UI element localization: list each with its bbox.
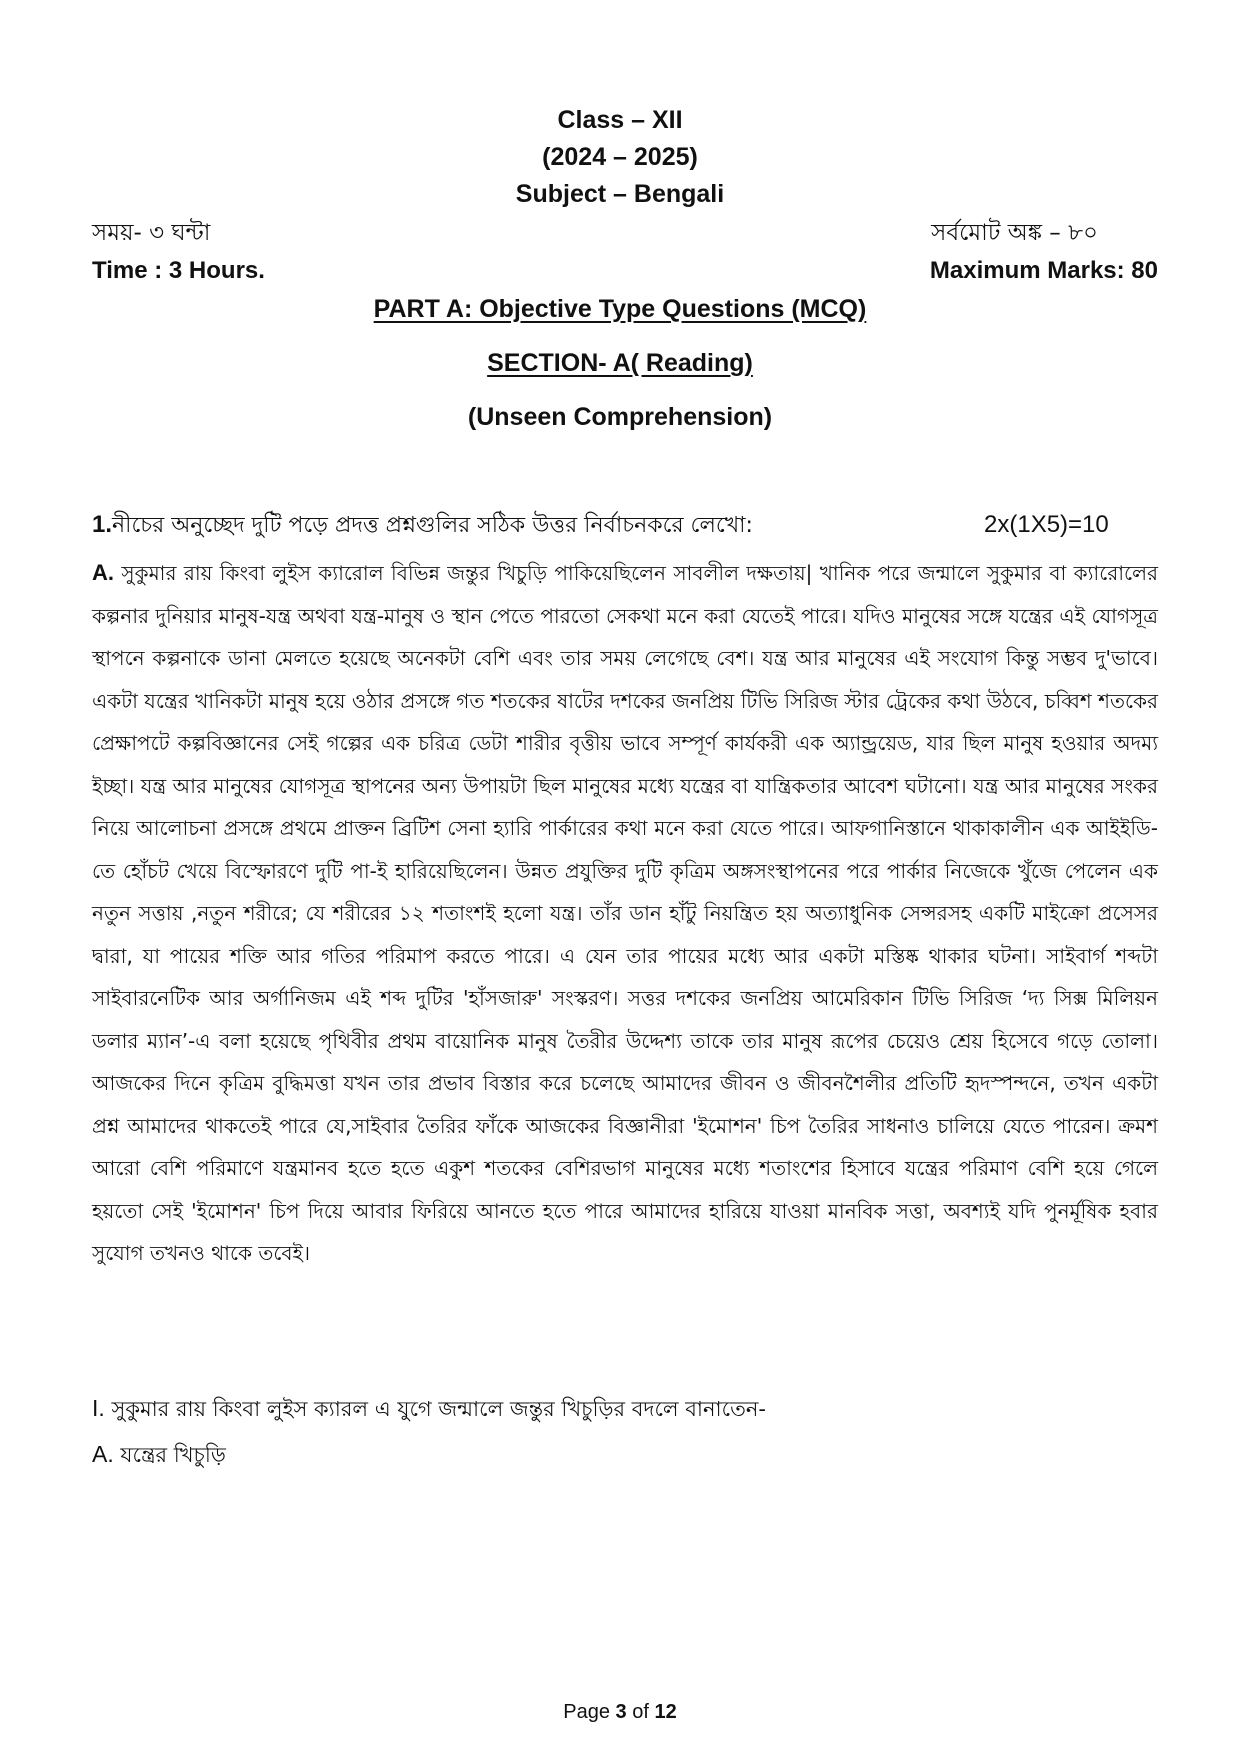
meta-row-bengali <box>92 218 1158 250</box>
page-total: 12 <box>654 1701 677 1723</box>
class-heading: Class – XII <box>557 106 683 134</box>
page-of: of <box>626 1701 655 1723</box>
marks-english: Maximum Marks: 80 <box>929 257 1158 284</box>
subject-heading: Subject – Bengali <box>515 180 725 208</box>
time-bengali: সময়- ৩ ঘন্টা <box>92 220 211 246</box>
page-current: 3 <box>615 1701 627 1723</box>
question-1-instruction <box>92 507 1158 543</box>
option-a-letter: A. <box>92 1441 114 1467</box>
year-heading: (2024 – 2025) <box>542 143 698 171</box>
section-subtitle: (Unseen Comprehension) <box>467 403 773 431</box>
section-title: SECTION- A( Reading) <box>487 349 753 377</box>
question-text: নীচের অনুচ্ছেদ দুটি পড়ে প্রদত্ত প্রশ্নগুলির সঠিক উত্তর নির্বাচনকরে লেখো: <box>112 513 753 538</box>
meta-row-english <box>92 256 1158 288</box>
page-word: Page <box>563 1701 616 1723</box>
comprehension-passage <box>92 552 1158 1275</box>
question-number: 1. <box>92 511 113 538</box>
passage-label: A. <box>92 560 114 585</box>
option-a-text: যন্ত্রের খিচুড়ি <box>113 1443 226 1467</box>
passage-text: সুকুমার রায় কিংবা লুইস ক্যারোল বিভিন্ন জন্তুর খিচুড়ি পাকিয়েছিলেন সাবলীল দক্ষতায়| খানিক পরে জন্মালে সুকুমার বা ক্যারোলের কল্পনার দুনিয়ার মানুষ-যন্ত্র অথবা যন্ত্র-মানুষ ও স্থান পেতে পারতো সেকথা মনে করা যেতেই পারে। যদিও মানুষের সঙ্গে যন্ত্রের এই যোগসূত্র স্থাপনে কল্পনাকে ডানা মেলতে হয়েছে অনেকটা বেশি এবং তার সময় লেগেছে বেশ। যন্ত্র আর মানুষের এই সংযোগ কিন্তু সম্ভব দু'ভাবে। একটা যন্ত্রের খানিকটা মানুষ হয়ে ওঠার প্রসঙ্গে গত শতকের ষাটের দশকের জনপ্রিয় টিভি সিরিজ স্টার ট্রেকের কথা উঠবে, চব্বিশ শতকের প্রেক্ষাপটে কল্পবিজ্ঞানের সেই গল্পের এক চরিত্র ডেটা শারীর বৃত্তীয় ভাবে সম্পূর্ণ কার্যকরী এক অ্যান্ড্রয়েড, যার ছিল মানুষ হওয়ার অদম্য ইচ্ছা। যন্ত্র আর মানুষের যোগসূত্র স্থাপনের অন্য উপায়টা ছিল মানুষের মধ্যে যন্ত্রের বা যান্ত্রিকতার আবেশ ঘটানো। যন্ত্র আর মানুষের সংকর নিয়ে আলোচনা প্রসঙ্গে প্রথমে প্রাক্তন ব্রিটিশ সেনা হ্যারি পার্কারের কথা মনে করা যেতে পারে। আফগানিস্তানে থাকাকালীন এক আইইডি- তে হোঁচট খেয়ে বিস্ফোরণে দুটি পা-ই হারিয়েছিলেন। উন্নত প্রযুক্তির দুটি কৃত্রিম অঙ্গসংস্থাপনের পরে পার্কার নিজেকে খুঁজে পেলেন এক নতুন সত্তায় ,নতুন শরীরে; যে শরীরের ১২ শতাংশই হলো যন্ত্র। তাঁর ডান হাঁটু নিয়ন্ত্রিত হয় অত্যাধুনিক সেন্সরসহ একটি মাইক্রো প্রসেসর দ্বারা, যা পায়ের শক্তি আর গতির পরিমাপ করতে পারে। এ যেন তার পায়ের মধ্যে আর একটা মস্তিষ্ক থাকার ঘটনা। সাইবার্গ শব্দটা সাইবারনেটিক আর অর্গানিজম এই শব্দ দুটির 'হাঁসজারু' সংস্করণ। সত্তর দশকের জনপ্রিয় আমেরিকান টিভি সিরিজ ‘দ্য সিক্স মিলিয়ন ডলার ম্যান’-এ বলা হয়েছে পৃথিবীর প্রথম বায়োনিক মানুষ তৈরীর উদ্দেশ্য তাকে তার মানুষ রূপের চেয়েও শ্রেয় হিসেবে গড়ে তোলা। আজকের দিনে কৃত্রিম বুদ্ধিমত্তা যখন তার প্রভাব বিস্তার করে চলেছে আমাদের জীবন ও জীবনশৈলীর প্রতিটি হৃদস্পন্দনে, তখন একটা প্রশ্ন আমাদের থাকতেই পারে যে,সাইবার তৈরির ফাঁকে আজকের বিজ্ঞানীরা 'ইমোশন' চিপ তৈরির সাধনাও চালিয়ে যেতে পারেন। ক্রমশ আরো বেশি পরিমাণে যন্ত্রমানব হতে হতে একুশ শতকের বেশিরভাগ মানুষের মধ্যে শতাংশের হিসাবে যন্ত্রের পরিমাণ বেশি হয়ে গেলে হয়তো সেই 'ইমোশন' চিপ দিয়ে আবার ফিরিয়ে আনতে হতে পারে আমাদের হারিয়ে যাওয়া মানবিক সত্তা, অবশ্যই যদি পুনর্মূষিক হবার সুযোগ তখনও থাকে তবেই। <box>92 561 1158 1265</box>
part-title: PART A: Objective Type Questions (MCQ) <box>373 295 867 323</box>
sub-question-number: I. <box>92 1395 105 1421</box>
marks-bengali: সর্বমোট অঙ্ক – ৮০ <box>931 220 1098 246</box>
page-footer <box>0 1699 1240 1725</box>
option-a <box>92 1436 1158 1473</box>
sub-question-1 <box>92 1390 1158 1427</box>
sub-question-text: সুকুমার রায় কিংবা লুইস ক্যারল এ যুগে জন্মালে জন্তুর খিচুড়ির বদলে বানাতেন- <box>104 1397 766 1421</box>
time-english: Time : 3 Hours. <box>92 257 265 284</box>
question-marks: 2x(1X5)=10 <box>984 511 1109 538</box>
